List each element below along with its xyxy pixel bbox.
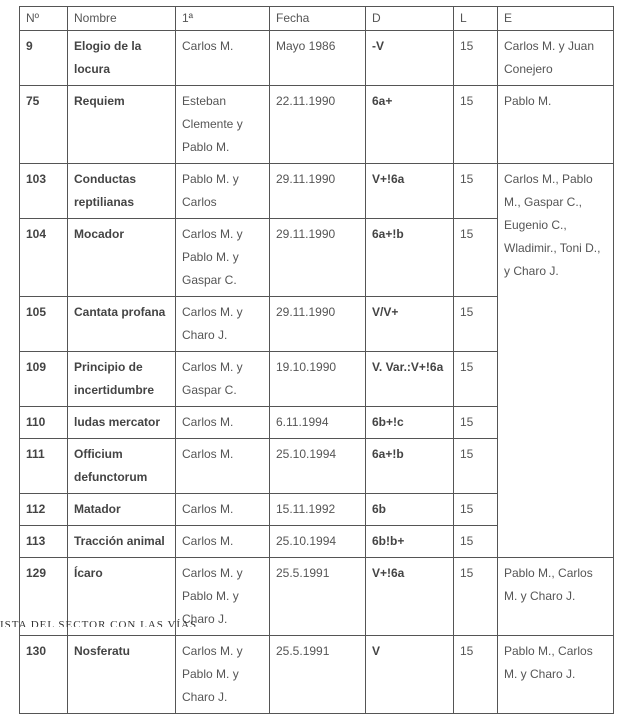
route-first-ascent: Pablo M. y Carlos [176,164,270,219]
route-length: 15 [454,164,498,219]
route-number: 113 [20,526,68,558]
route-date: 25.10.1994 [270,439,366,494]
header-first: 1ª [176,7,270,31]
header-row [20,7,614,31]
route-grade: 6b+!c [366,407,454,439]
route-equipper: Pablo M., Carlos M. y Charo J. [498,558,614,636]
route-number: 104 [20,219,68,297]
route-grade: -V [366,31,454,86]
route-name: Matador [68,494,176,526]
route-date: 19.10.1990 [270,352,366,407]
route-number: 130 [20,636,68,714]
route-grade: 6b!b+ [366,526,454,558]
route-number: 129 [20,558,68,636]
route-number: 9 [20,31,68,86]
route-date: 29.11.1990 [270,219,366,297]
route-number: 103 [20,164,68,219]
route-length: 15 [454,86,498,164]
route-name: Principio de incertidumbre [68,352,176,407]
route-grade: 6a+ [366,86,454,164]
route-first-ascent: Carlos M. [176,439,270,494]
routes-table [19,6,614,714]
route-length: 15 [454,439,498,494]
route-first-ascent: Carlos M. y Gaspar C. [176,352,270,407]
route-first-ascent: Esteban Clemente y Pablo M. [176,86,270,164]
route-number: 112 [20,494,68,526]
route-length: 15 [454,31,498,86]
route-name: Officium defunctorum [68,439,176,494]
route-name: Conductas reptilianas [68,164,176,219]
figure-caption-text: ISTA DEL SECTOR CON LAS VÍAS [0,619,198,627]
route-date: 25.5.1991 [270,636,366,714]
header-length: L [454,7,498,31]
route-equipper: Carlos M. y Juan Conejero [498,31,614,86]
route-length: 15 [454,558,498,636]
route-grade: V+!6a [366,558,454,636]
route-first-ascent: Carlos M. y Pablo M. y Charo J. [176,558,270,636]
route-date: 29.11.1990 [270,297,366,352]
route-date: Mayo 1986 [270,31,366,86]
route-equipper: Pablo M., Carlos M. y Charo J. [498,636,614,714]
route-first-ascent: Carlos M. [176,407,270,439]
route-date: 22.11.1990 [270,86,366,164]
route-length: 15 [454,636,498,714]
header-date: Fecha [270,7,366,31]
route-number: 109 [20,352,68,407]
route-date: 25.10.1994 [270,526,366,558]
route-grade: V+!6a [366,164,454,219]
route-name: Elogio de la locura [68,31,176,86]
figure-caption [0,619,620,627]
route-length: 15 [454,494,498,526]
route-length: 15 [454,297,498,352]
route-date: 6.11.1994 [270,407,366,439]
route-name: Ícaro [68,558,176,636]
route-number: 105 [20,297,68,352]
route-name: Mocador [68,219,176,297]
table-row [20,31,614,86]
route-name: Tracción animal [68,526,176,558]
route-grade: 6a+!b [366,219,454,297]
route-name: Nosferatu [68,636,176,714]
route-date: 25.5.1991 [270,558,366,636]
route-grade: V. Var.:V+!6a [366,352,454,407]
header-name: Nombre [68,7,176,31]
route-grade: 6b [366,494,454,526]
header-grade: D [366,7,454,31]
route-length: 15 [454,219,498,297]
route-name: Cantata profana [68,297,176,352]
route-first-ascent: Carlos M. [176,526,270,558]
route-number: 75 [20,86,68,164]
route-number: 110 [20,407,68,439]
route-first-ascent: Carlos M. y Charo J. [176,297,270,352]
route-length: 15 [454,407,498,439]
route-length: 15 [454,352,498,407]
header-num: Nº [20,7,68,31]
route-grade: 6a+!b [366,439,454,494]
route-first-ascent: Carlos M. [176,31,270,86]
route-name: Requiem [68,86,176,164]
route-number: 111 [20,439,68,494]
header-equip: E [498,7,614,31]
route-equipper: Carlos M., Pablo M., Gaspar C., Eugenio C., Wladimir., Toni D., y Charo J. [498,164,614,558]
route-length: 15 [454,526,498,558]
route-date: 15.11.1992 [270,494,366,526]
route-first-ascent: Carlos M. y Pablo M. y Charo J. [176,636,270,714]
route-grade: V/V+ [366,297,454,352]
route-name: ludas mercator [68,407,176,439]
route-equipper: Pablo M. [498,86,614,164]
route-first-ascent: Carlos M. y Pablo M. y Gaspar C. [176,219,270,297]
table-row [20,86,614,164]
route-grade: V [366,636,454,714]
table-row [20,164,614,219]
route-first-ascent: Carlos M. [176,494,270,526]
table-row [20,636,614,714]
route-date: 29.11.1990 [270,164,366,219]
